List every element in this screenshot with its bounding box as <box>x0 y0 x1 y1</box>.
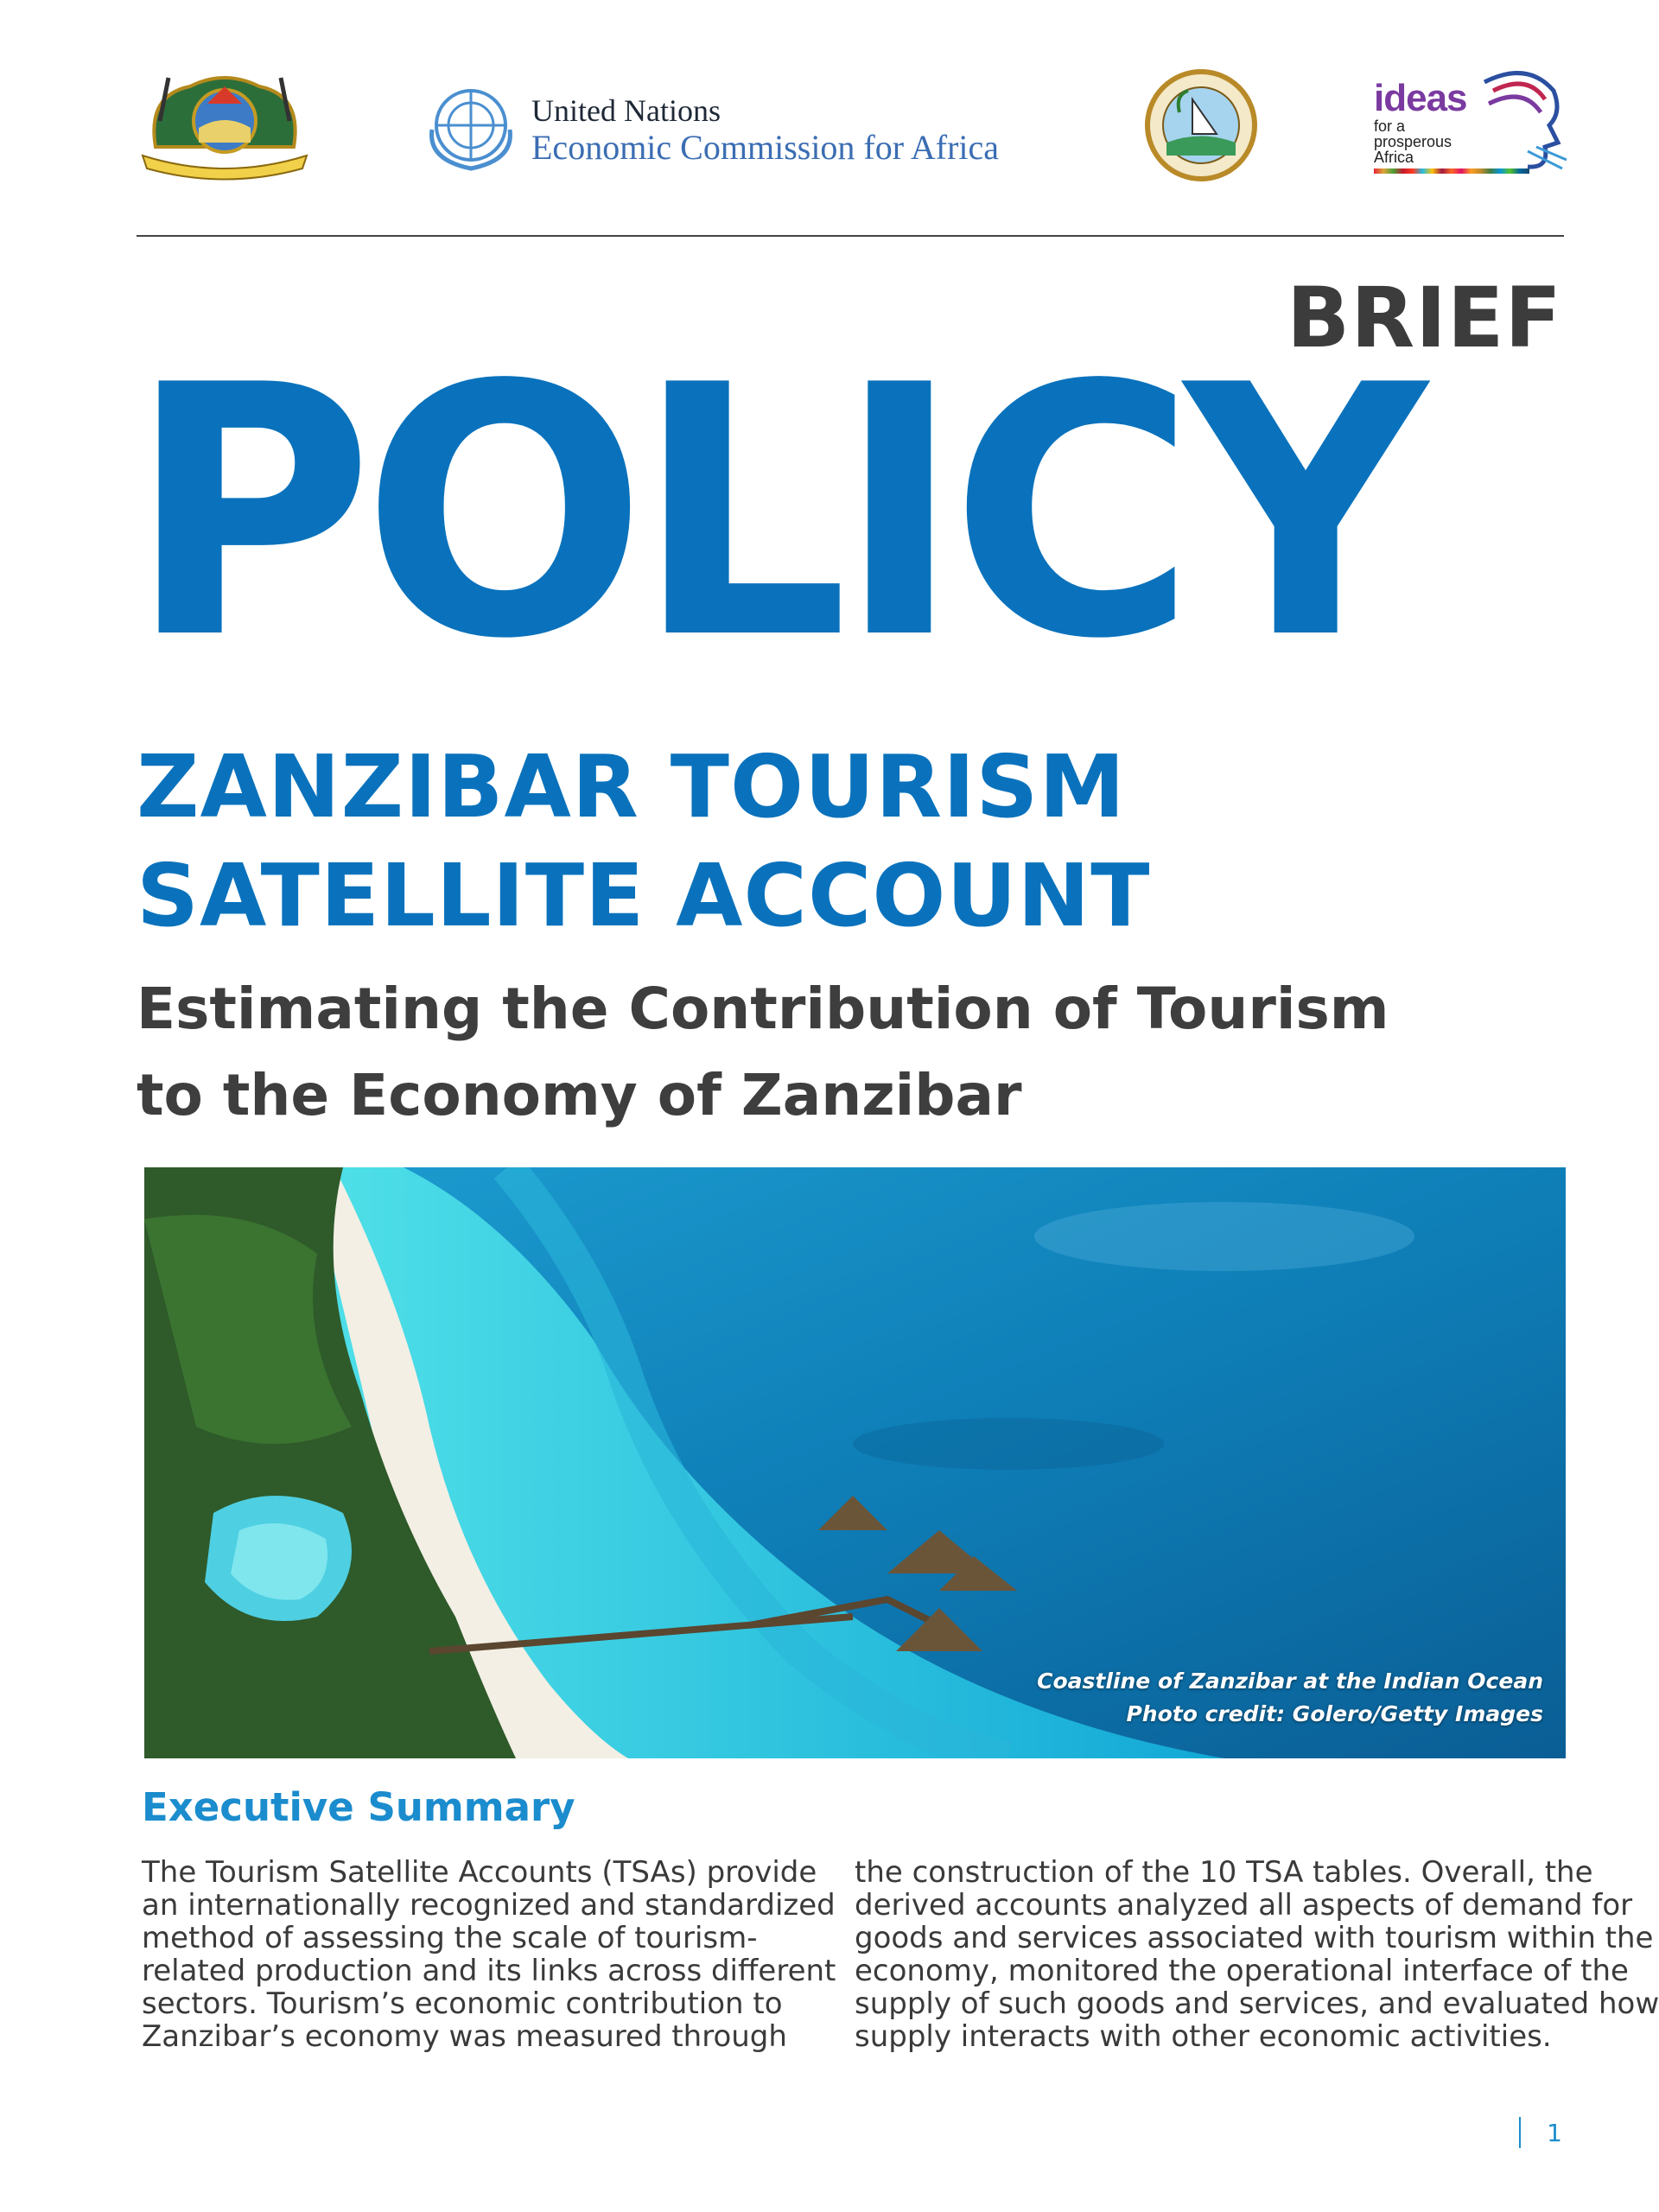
document-title <box>137 733 1150 950</box>
summary-left-column <box>142 1855 836 2054</box>
body-line: economy, monitored the operational interface of the <box>855 1954 1629 1988</box>
title-line-1: ZANZIBAR TOURISM <box>137 736 1126 837</box>
body-line: method of assessing the scale of tourism- <box>142 1921 758 1955</box>
body-line: supply of such goods and services, and evaluated how <box>855 1986 1659 2021</box>
body-line: Zanzibar’s economy was measured through <box>142 2019 787 2054</box>
ideas-logo-tagline <box>1374 118 1452 165</box>
commission-for-tourism-seal-icon <box>1141 60 1262 190</box>
photo-credit: Photo credit: Golero/Getty Images <box>1126 1701 1543 1726</box>
page-number: 1 <box>1547 2119 1562 2147</box>
uneca-name-line1: United Nations <box>531 93 721 128</box>
body-line: related production and its links across different <box>142 1954 836 1988</box>
header-divider <box>137 235 1564 237</box>
photo-caption-title: Coastline of Zanzibar at the Indian Ocean <box>1037 1669 1543 1694</box>
photo-caption <box>1037 1665 1543 1731</box>
body-line: supply interacts with other economic activities. <box>855 2019 1552 2054</box>
sdg-color-bar <box>1374 168 1529 174</box>
zanzibar-government-emblem-icon <box>138 60 311 181</box>
coastline-photo <box>144 1167 1566 1758</box>
face-profile-icon <box>1476 65 1573 177</box>
body-line: derived accounts analyzed all aspects of demand for <box>855 1888 1633 1923</box>
brief-label: BRIEF <box>1287 270 1562 366</box>
ideas-tagline-line2: prosperous <box>1374 133 1452 150</box>
body-line: the construction of the 10 TSA tables. Overall, the <box>855 1855 1593 1890</box>
subtitle-line-1: Estimating the Contribution of Tourism <box>137 976 1389 1042</box>
ideas-tagline-line1: for a <box>1374 118 1406 135</box>
body-line: an internationally recognized and standardized <box>142 1888 836 1923</box>
body-line: The Tourism Satellite Accounts (TSAs) provide <box>142 1855 817 1890</box>
ideas-logo <box>1374 65 1573 186</box>
un-emblem-icon <box>423 78 518 173</box>
ideas-tagline-line3: Africa <box>1374 149 1414 166</box>
summary-right-column <box>855 1855 1659 2054</box>
uneca-logo <box>423 78 1046 173</box>
policy-label: POLICY <box>128 313 1416 715</box>
document-subtitle <box>137 966 1389 1139</box>
executive-summary-heading: Executive Summary <box>142 1784 575 1830</box>
ideas-logo-word: ideas <box>1374 77 1467 119</box>
body-line: sectors. Tourism’s economic contribution to <box>142 1986 783 2021</box>
logo-bar <box>138 60 1564 199</box>
subtitle-line-2: to the Economy of Zanzibar <box>137 1062 1022 1128</box>
uneca-name-line2: Economic Commission for Africa <box>531 128 1000 167</box>
title-line-2: SATELLITE ACCOUNT <box>137 845 1151 946</box>
body-line: goods and services associated with tourism within the <box>855 1921 1654 1955</box>
page-number-divider <box>1519 2117 1521 2148</box>
